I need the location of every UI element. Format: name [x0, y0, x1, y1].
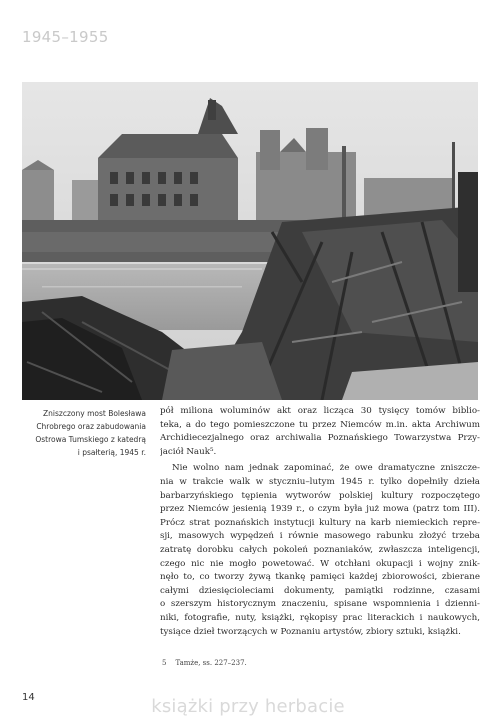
- text-line: o szerszym historycznym znaczeniu, spisane wspomnienia i dzienni-: [160, 599, 480, 610]
- text-line: jaciół Nauk⁵.: [160, 446, 217, 457]
- text-line: Prócz strat poznańskich instytucji kultury na karb niemieckich repre-: [160, 517, 480, 528]
- footnote: [162, 659, 247, 667]
- footnote-text: Tamże, ss. 227–237.: [175, 659, 247, 667]
- text-line: teka, a do tego pomieszczone tu przez Niemców m.in. akta Archiwum: [160, 419, 480, 430]
- paragraph-1: [160, 405, 480, 459]
- text-line: tysiące dzieł tworzących w Poznaniu artystów, zbiory sztuki, książki.: [160, 626, 461, 637]
- body-text: [160, 405, 480, 639]
- running-head: 1945–1955: [22, 28, 109, 46]
- caption-line: Chrobrego oraz zabudowania: [36, 422, 146, 431]
- text-line: czego nic nie mogło powetować. W otchłani okupacji i wojny znik-: [160, 558, 480, 569]
- footnote-number: 5: [162, 659, 167, 667]
- text-line: barbarzyńskiego tępienia wytworów polskiej kultury rozpoczętego: [160, 490, 480, 501]
- ruined-bridge-photo: [22, 82, 478, 400]
- text-line: nia w trakcie walk w styczniu–lutym 1945 r. tylko dopełniły dzieła: [160, 476, 480, 487]
- photo-caption: [22, 407, 146, 459]
- paragraph-2: [160, 462, 480, 639]
- page-number: 14: [22, 692, 35, 703]
- text-line: pół miliona woluminów akt oraz licząca 30 tysięcy tomów biblio-: [160, 406, 480, 416]
- caption-line: i psałterią, 1945 r.: [77, 448, 146, 457]
- caption-line: Zniszczony most Bolesława: [43, 409, 146, 418]
- caption-line: Ostrowa Tumskiego z katedrą: [35, 435, 146, 444]
- text-line: Archidiecezjalnego oraz archiwalia Poznańskiego Towarzystwa Przy-: [160, 433, 480, 444]
- text-line: niki, fotografie, nuty, książki, rękopisy prac literackich i naukowych,: [160, 612, 480, 623]
- text-line: całymi dziesięcioleciami dokumenty, pamiątki rodzinne, czasami: [160, 585, 480, 596]
- text-line: zatratę dorobku całych pokoleń poznaniaków, zwłaszcza inteligencji,: [160, 544, 480, 555]
- watermark: książki przy herbacie: [151, 696, 345, 717]
- text-line: Nie wolno nam jednak zapominać, że owe dramatyczne zniszcze-: [172, 463, 480, 474]
- text-line: przez Niemców jesienią 1939 r., o czym była już mowa (patrz tom III).: [160, 504, 480, 515]
- text-line: sji, masowych wypędzeń i równie masowego rabunku złożyć trzeba: [160, 531, 480, 542]
- text-line: nęło to, co tworzy żywą tkankę pamięci każdej zbiorowości, zbierane: [160, 572, 480, 583]
